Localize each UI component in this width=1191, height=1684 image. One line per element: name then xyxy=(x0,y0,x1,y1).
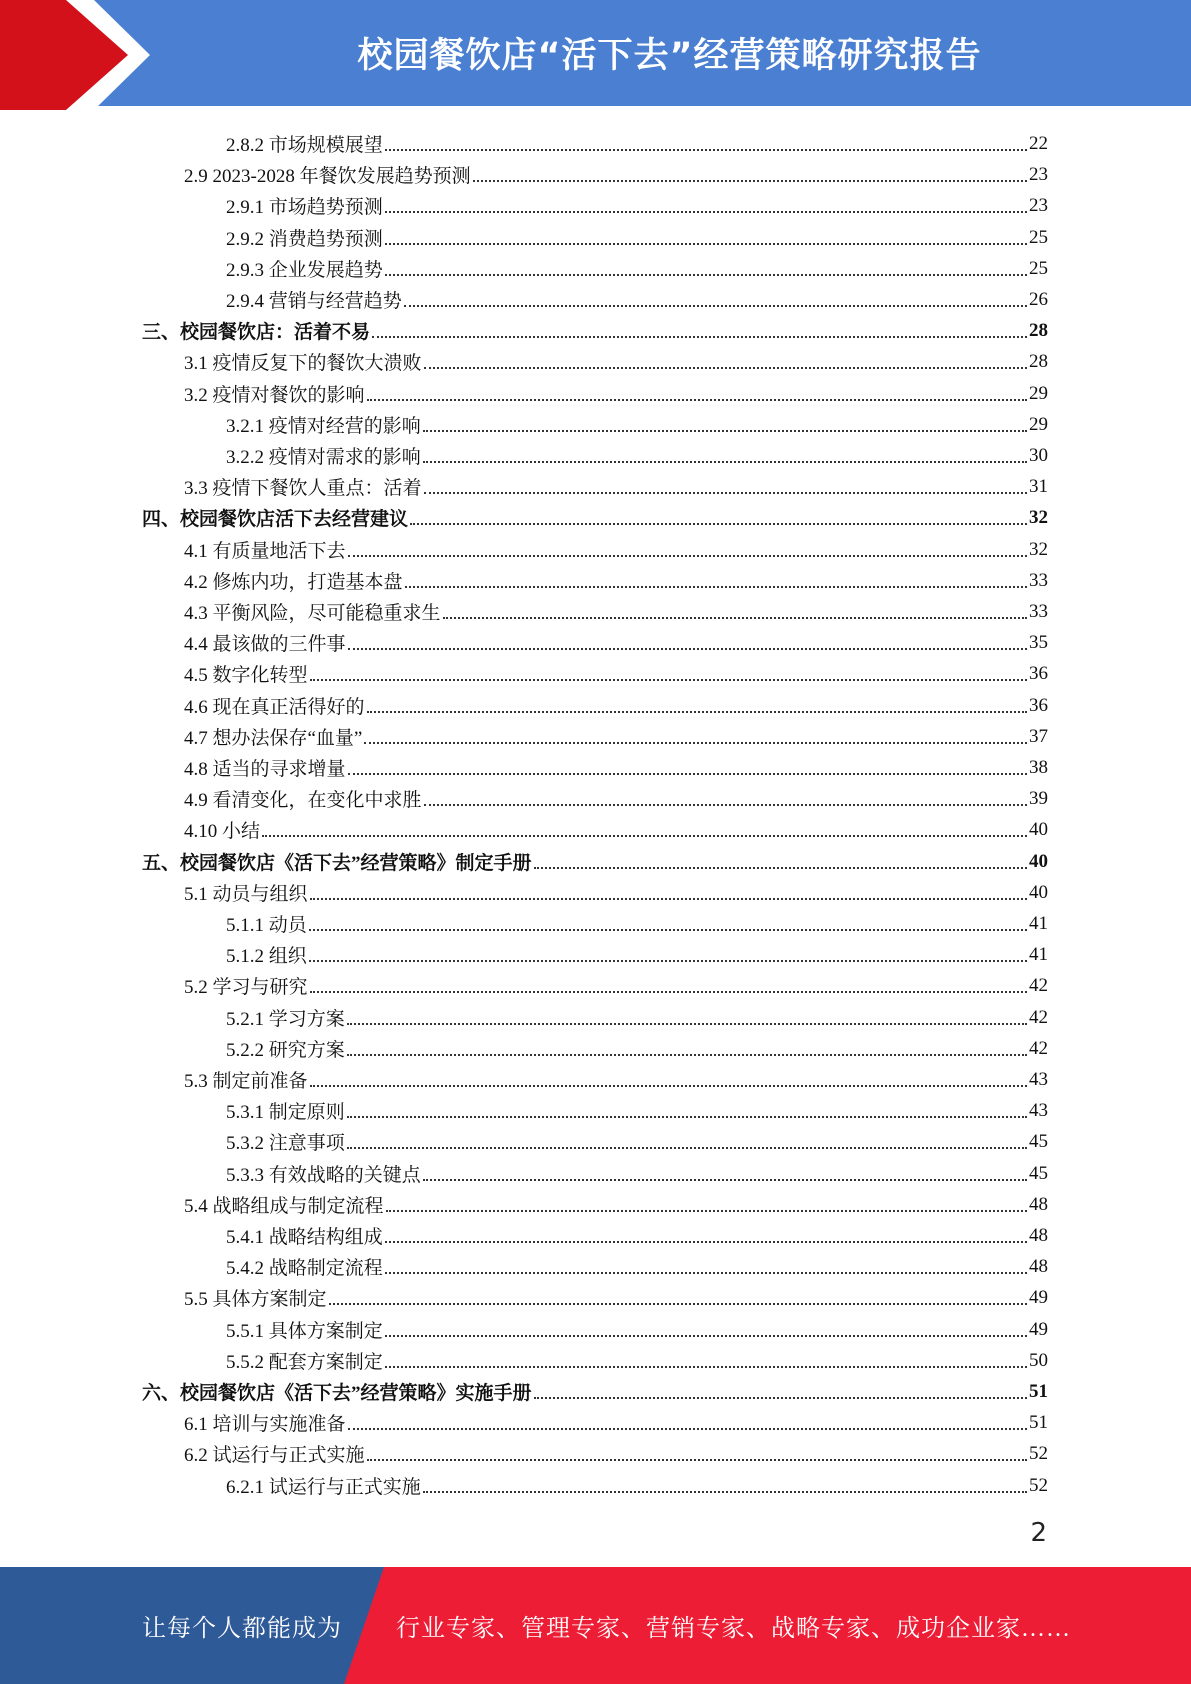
toc-entry-title: 6.2.1 试运行与正式实施 xyxy=(226,1477,421,1498)
toc-entry[interactable] xyxy=(142,846,1048,877)
toc-entry-title: 5.2.2 研究方案 xyxy=(226,1040,345,1061)
toc-entry-title: 4.6 现在真正活得好的 xyxy=(184,697,365,718)
toc-entry[interactable] xyxy=(226,1345,1048,1376)
toc-entry[interactable] xyxy=(226,222,1048,253)
toc-entry-page: 42 xyxy=(1029,1037,1048,1059)
footer-slogan: 让每个人都能成为 xyxy=(142,1616,342,1642)
toc-entry[interactable] xyxy=(142,502,1048,533)
toc-dot-leader xyxy=(385,148,1027,151)
toc-dot-leader xyxy=(423,1490,1027,1493)
toc-entry[interactable] xyxy=(226,1251,1048,1282)
toc-entry-page: 45 xyxy=(1029,1162,1048,1184)
toc-entry[interactable] xyxy=(184,783,1048,814)
toc-entry[interactable] xyxy=(226,1002,1048,1033)
toc-entry-title: 2.9 2023-2028 年餐饮发展趋势预测 xyxy=(184,166,471,187)
toc-entry[interactable] xyxy=(184,1064,1048,1095)
toc-entry-title: 5.4 战略组成与制定流程 xyxy=(184,1196,384,1217)
toc-entry-title: 5.1 动员与组织 xyxy=(184,884,308,905)
toc-dot-leader xyxy=(372,335,1027,338)
toc-entry[interactable] xyxy=(226,440,1048,471)
toc-entry-title: 2.9.3 企业发展趋势 xyxy=(226,260,383,281)
toc-entry-title: 4.10 小结 xyxy=(184,821,261,842)
footer-roles: 行业专家、管理专家、营销专家、战略专家、成功企业家…… xyxy=(396,1616,1071,1642)
toc-entry[interactable] xyxy=(142,315,1048,346)
toc-entry[interactable] xyxy=(226,1033,1048,1064)
toc-entry[interactable] xyxy=(184,970,1048,1001)
toc-entry-title: 5.4.2 战略制定流程 xyxy=(226,1258,383,1279)
toc-entry-title: 六、校园餐饮店《活下去”经营策略》实施手册 xyxy=(142,1383,532,1404)
toc-entry-page: 49 xyxy=(1029,1286,1048,1308)
toc-entry-page: 39 xyxy=(1029,787,1048,809)
toc-dot-leader xyxy=(385,273,1027,276)
toc-dot-leader xyxy=(473,179,1027,182)
toc-dot-leader xyxy=(423,429,1027,432)
toc-entry[interactable] xyxy=(184,534,1048,565)
toc-entry-title: 4.5 数字化转型 xyxy=(184,665,308,686)
toc-entry-page: 23 xyxy=(1029,194,1048,216)
toc-entry-title: 五、校园餐饮店《活下去”经营策略》制定手册 xyxy=(142,853,532,874)
toc-entry-title: 4.2 修炼内功，打造基本盘 xyxy=(184,572,403,593)
toc-entry-title: 5.1.1 动员 xyxy=(226,915,307,936)
toc-entry-page: 51 xyxy=(1029,1411,1048,1433)
toc-dot-leader xyxy=(310,990,1027,993)
toc-entry-title: 4.3 平衡风险，尽可能稳重求生 xyxy=(184,603,441,624)
toc-entry-page: 35 xyxy=(1029,631,1048,653)
toc-entry-page: 28 xyxy=(1029,350,1048,372)
toc-entry-page: 45 xyxy=(1029,1130,1048,1152)
toc-dot-leader xyxy=(347,1053,1027,1056)
toc-entry[interactable] xyxy=(226,409,1048,440)
toc-entry-page: 40 xyxy=(1029,850,1048,872)
toc-entry[interactable] xyxy=(184,721,1048,752)
toc-entry-title: 5.5.1 具体方案制定 xyxy=(226,1321,383,1342)
toc-dot-leader xyxy=(309,928,1027,931)
toc-entry-title: 四、校园餐饮店活下去经营建议 xyxy=(142,509,409,530)
toc-entry-page: 41 xyxy=(1029,912,1048,934)
toc-dot-leader xyxy=(424,803,1027,806)
toc-entry-title: 5.3 制定前准备 xyxy=(184,1071,308,1092)
toc-entry-page: 42 xyxy=(1029,974,1048,996)
toc-entry-title: 5.5 具体方案制定 xyxy=(184,1289,327,1310)
toc-dot-leader xyxy=(310,678,1027,681)
toc-entry[interactable] xyxy=(184,596,1048,627)
toc-entry-page: 52 xyxy=(1029,1442,1048,1464)
page-number: 2 xyxy=(1030,1518,1047,1548)
toc-entry-page: 41 xyxy=(1029,943,1048,965)
toc-dot-leader xyxy=(385,210,1027,213)
toc-dot-leader xyxy=(364,741,1027,744)
toc-entry-title: 6.2 试运行与正式实施 xyxy=(184,1445,365,1466)
toc-dot-leader xyxy=(367,398,1027,401)
toc-dot-leader xyxy=(385,1240,1027,1243)
toc-dot-leader xyxy=(348,554,1027,557)
toc-dot-leader xyxy=(410,522,1027,525)
toc-dot-leader xyxy=(423,460,1027,463)
toc-entry[interactable] xyxy=(142,1376,1048,1407)
toc-entry-page: 22 xyxy=(1029,132,1048,154)
toc-entry[interactable] xyxy=(184,1438,1048,1469)
toc-entry-page: 29 xyxy=(1029,413,1048,435)
toc-entry[interactable] xyxy=(226,1158,1048,1189)
toc-dot-leader xyxy=(348,1427,1027,1430)
toc-entry-page: 36 xyxy=(1029,662,1048,684)
toc-entry-page: 33 xyxy=(1029,600,1048,622)
toc-dot-leader xyxy=(385,1334,1027,1337)
toc-entry-page: 33 xyxy=(1029,569,1048,591)
page-header xyxy=(0,0,1191,110)
toc-entry-page: 43 xyxy=(1029,1068,1048,1090)
toc-entry-title: 3.2.2 疫情对需求的影响 xyxy=(226,447,421,468)
toc-entry-title: 4.9 看清变化，在变化中求胜 xyxy=(184,790,422,811)
report-title: 校园餐饮店“活下去”经营策略研究报告 xyxy=(357,36,982,76)
toc-entry-title: 5.4.1 战略结构组成 xyxy=(226,1227,383,1248)
toc-entry[interactable] xyxy=(226,128,1048,159)
toc-entry[interactable] xyxy=(184,1282,1048,1313)
toc-entry-page: 25 xyxy=(1029,257,1048,279)
toc-dot-leader xyxy=(310,897,1027,900)
toc-entry-title: 5.5.2 配套方案制定 xyxy=(226,1352,383,1373)
toc-dot-leader xyxy=(348,647,1027,650)
toc-entry-page: 23 xyxy=(1029,163,1048,185)
page-footer xyxy=(0,1567,1191,1684)
toc-entry[interactable] xyxy=(184,378,1048,409)
toc-entry-page: 28 xyxy=(1029,319,1048,341)
toc-entry[interactable] xyxy=(226,284,1048,315)
toc-dot-leader xyxy=(310,1084,1027,1087)
toc-entry-page: 26 xyxy=(1029,288,1048,310)
toc-entry[interactable] xyxy=(184,877,1048,908)
toc-entry-title: 2.9.4 营销与经营趋势 xyxy=(226,291,402,312)
toc-entry-title: 5.1.2 组织 xyxy=(226,946,307,967)
toc-entry[interactable] xyxy=(226,190,1048,221)
toc-entry[interactable] xyxy=(184,565,1048,596)
toc-entry-page: 32 xyxy=(1029,538,1048,560)
toc-entry[interactable] xyxy=(184,658,1048,689)
toc-entry[interactable] xyxy=(226,908,1048,939)
toc-entry-page: 31 xyxy=(1029,475,1048,497)
toc-entry[interactable] xyxy=(184,690,1048,721)
toc-dot-leader xyxy=(347,1146,1027,1149)
toc-entry-page: 48 xyxy=(1029,1224,1048,1246)
toc-dot-leader xyxy=(424,491,1027,494)
toc-dot-leader xyxy=(367,710,1027,713)
toc-entry[interactable] xyxy=(226,939,1048,970)
toc-entry-page: 49 xyxy=(1029,1318,1048,1340)
toc-entry-title: 3.2 疫情对餐饮的影响 xyxy=(184,385,365,406)
toc-entry-page: 51 xyxy=(1029,1380,1048,1402)
toc-entry-page: 38 xyxy=(1029,756,1048,778)
toc-entry-title: 5.3.2 注意事项 xyxy=(226,1133,345,1154)
toc-entry-title: 4.4 最该做的三件事 xyxy=(184,634,346,655)
toc-entry-page: 40 xyxy=(1029,818,1048,840)
toc-entry-title: 5.3.3 有效战略的关键点 xyxy=(226,1165,421,1186)
toc-entry-title: 4.1 有质量地活下去 xyxy=(184,541,346,562)
toc-entry-title: 3.2.1 疫情对经营的影响 xyxy=(226,416,421,437)
toc-dot-leader xyxy=(329,1302,1027,1305)
toc-dot-leader xyxy=(347,1115,1027,1118)
toc-entry-title: 4.8 适当的寻求增量 xyxy=(184,759,346,780)
toc-entry-page: 30 xyxy=(1029,444,1048,466)
toc-entry-title: 6.1 培训与实施准备 xyxy=(184,1414,346,1435)
toc-entry-title: 5.2 学习与研究 xyxy=(184,977,308,998)
toc-entry-page: 48 xyxy=(1029,1193,1048,1215)
toc-entry[interactable] xyxy=(184,159,1048,190)
toc-dot-leader xyxy=(424,366,1027,369)
toc-entry[interactable] xyxy=(226,1314,1048,1345)
toc-dot-leader xyxy=(385,242,1027,245)
toc-dot-leader xyxy=(405,585,1027,588)
toc-entry-title: 5.2.1 学习方案 xyxy=(226,1009,345,1030)
toc-entry-title: 2.9.1 市场趋势预测 xyxy=(226,197,383,218)
toc-entry-page: 32 xyxy=(1029,506,1048,528)
toc-entry[interactable] xyxy=(184,814,1048,845)
toc-entry[interactable] xyxy=(184,1407,1048,1438)
toc-entry-page: 42 xyxy=(1029,1006,1048,1028)
toc-entry[interactable] xyxy=(226,1220,1048,1251)
toc-entry-page: 52 xyxy=(1029,1474,1048,1496)
toc-entry-page: 43 xyxy=(1029,1099,1048,1121)
toc-entry[interactable] xyxy=(226,253,1048,284)
toc-dot-leader xyxy=(534,866,1027,869)
toc-entry-title: 2.9.2 消费趋势预测 xyxy=(226,229,383,250)
toc-dot-leader xyxy=(404,304,1027,307)
toc-entry-title: 三、校园餐饮店：活着不易 xyxy=(142,322,371,343)
toc-entry-page: 40 xyxy=(1029,881,1048,903)
toc-entry[interactable] xyxy=(184,627,1048,658)
toc-entry[interactable] xyxy=(184,752,1048,783)
toc-dot-leader xyxy=(385,1271,1027,1274)
toc-entry-title: 5.3.1 制定原则 xyxy=(226,1102,345,1123)
toc-entry-page: 50 xyxy=(1029,1349,1048,1371)
toc-dot-leader xyxy=(534,1396,1027,1399)
toc-dot-leader xyxy=(443,616,1027,619)
toc-entry-page: 48 xyxy=(1029,1255,1048,1277)
toc-entry-title: 3.1 疫情反复下的餐饮大溃败 xyxy=(184,353,422,374)
toc-entry[interactable] xyxy=(184,1189,1048,1220)
toc-entry-title: 3.3 疫情下餐饮人重点：活着 xyxy=(184,478,422,499)
toc-entry-page: 25 xyxy=(1029,226,1048,248)
toc-dot-leader xyxy=(385,1365,1027,1368)
toc-dot-leader xyxy=(348,772,1027,775)
toc-dot-leader xyxy=(309,959,1027,962)
toc-entry-title: 4.7 想办法保存“血量” xyxy=(184,728,363,749)
toc-entry[interactable] xyxy=(226,1095,1048,1126)
toc-entry-page: 37 xyxy=(1029,725,1048,747)
toc-entry[interactable] xyxy=(226,1126,1048,1157)
toc-entry[interactable] xyxy=(184,346,1048,377)
toc-dot-leader xyxy=(347,1022,1027,1025)
toc-entry[interactable] xyxy=(184,471,1048,502)
toc-dot-leader xyxy=(386,1209,1027,1212)
toc-entry[interactable] xyxy=(226,1470,1048,1501)
toc-dot-leader xyxy=(367,1458,1027,1461)
toc-entry-page: 29 xyxy=(1029,382,1048,404)
toc-dot-leader xyxy=(423,1178,1027,1181)
toc-dot-leader xyxy=(262,834,1027,837)
toc-entry-title: 2.8.2 市场规模展望 xyxy=(226,135,383,156)
toc-entry-page: 36 xyxy=(1029,694,1048,716)
